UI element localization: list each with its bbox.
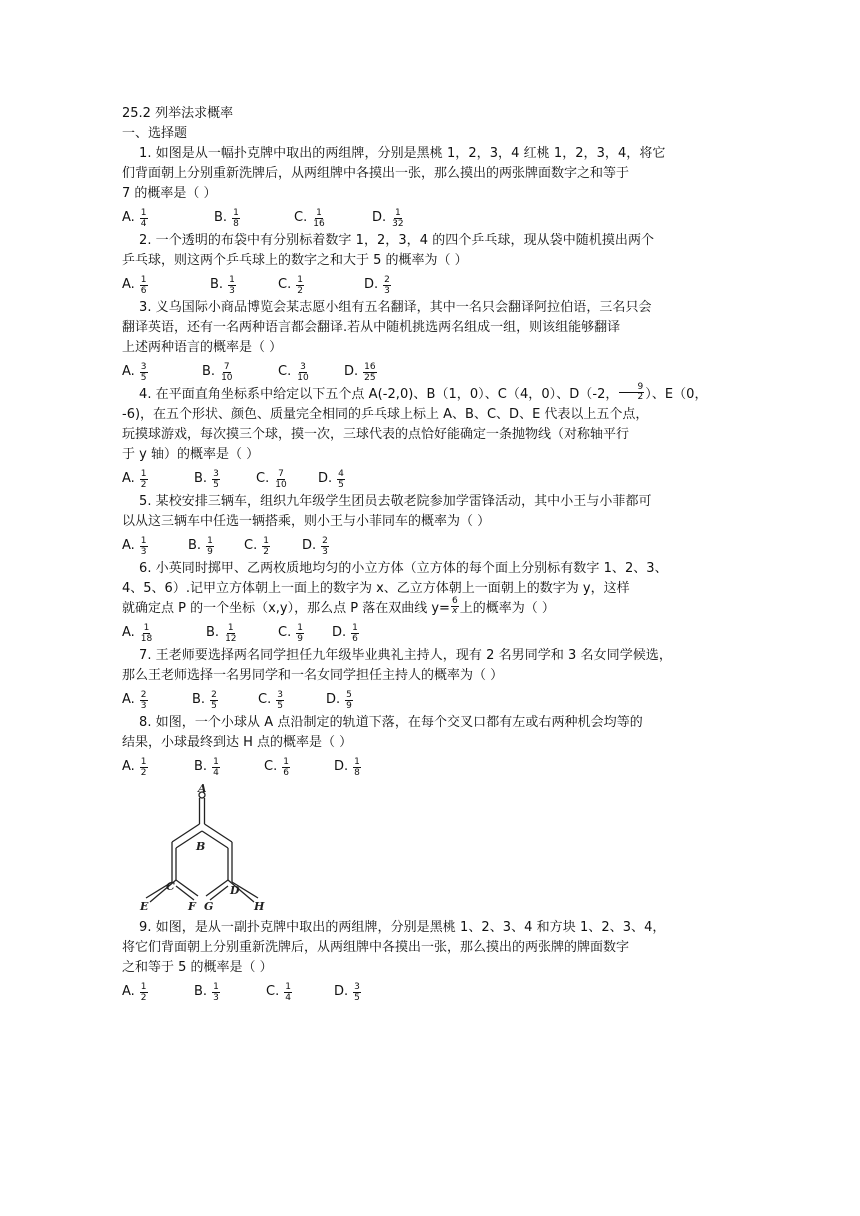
fraction-denominator: 4 xyxy=(285,992,291,1003)
fraction-numerator: 1 xyxy=(354,756,360,767)
option-label: D. xyxy=(364,277,379,292)
fraction-numerator: 3 xyxy=(277,689,283,700)
fraction-numerator: 7 xyxy=(278,468,284,479)
question-text xyxy=(122,382,732,405)
fraction-numerator: 2 xyxy=(322,535,328,546)
option-fraction xyxy=(140,982,148,1003)
option-a xyxy=(122,620,154,646)
option-label: B. xyxy=(192,692,206,707)
fraction-numerator: 2 xyxy=(140,689,147,700)
option-label: B. xyxy=(214,210,228,225)
option-label: C. xyxy=(294,210,308,225)
question-text: 于 y 轴）的概率是（ ） xyxy=(122,447,260,462)
option-fraction xyxy=(140,536,148,557)
fraction-numerator: 3 xyxy=(300,361,306,372)
option-c xyxy=(266,979,293,1005)
fraction-numerator: 1 xyxy=(143,622,150,633)
ball-track-figure xyxy=(132,784,272,916)
option-label: B. xyxy=(194,984,208,999)
question-text: 5. 某校安排三辆车，组织九年级学生团员去敬老院参加学雷锋活动，其中小王与小菲都可 xyxy=(139,494,652,509)
fraction xyxy=(451,597,459,616)
option-label: C. xyxy=(278,277,292,292)
figure-label-b: B xyxy=(196,840,206,853)
fraction-denominator: 9 xyxy=(207,546,213,557)
question-text: 1. 如图是从一幅扑克牌中取出的两组牌，分别是黑桃 1，2，3，4 红桃 1，2，3，4，将它 xyxy=(139,146,666,161)
option-b xyxy=(192,687,219,713)
option-fraction xyxy=(206,536,214,557)
option-fraction xyxy=(228,275,236,296)
fraction-denominator: 5 xyxy=(338,479,344,490)
fraction xyxy=(619,383,644,402)
option-b xyxy=(188,533,215,559)
fraction-denominator: x xyxy=(452,606,458,616)
option-b xyxy=(202,359,235,385)
figure-label-d: D xyxy=(230,884,240,897)
option-a xyxy=(122,979,149,1005)
option-d xyxy=(326,687,354,713)
fraction-numerator: 1 xyxy=(229,274,235,285)
fraction-denominator: 2 xyxy=(140,992,147,1003)
fraction-numerator: 2 xyxy=(384,274,390,285)
fraction-numerator: 4 xyxy=(338,468,344,479)
option-fraction xyxy=(284,982,292,1003)
option-a xyxy=(122,466,149,492)
option-c xyxy=(278,620,305,646)
fraction-denominator: 3 xyxy=(322,546,328,557)
option-label: C. xyxy=(278,625,292,640)
option-fraction xyxy=(212,982,220,1003)
fraction-denominator: 3 xyxy=(229,285,235,296)
option-a xyxy=(122,205,149,231)
fraction-denominator: 5 xyxy=(277,700,283,711)
question-text-part: 上的概率为（ ） xyxy=(459,601,555,616)
option-fraction xyxy=(321,536,329,557)
option-fraction xyxy=(383,275,391,296)
fraction-denominator: 3 xyxy=(384,285,390,296)
option-label: A. xyxy=(122,364,135,379)
option-label: D. xyxy=(334,759,349,774)
question-text: 7 的概率是（ ） xyxy=(122,186,217,201)
question-1 xyxy=(122,144,732,231)
question-text-part: 4. 在平面直角坐标系中给定以下五个点 A(-2,0)、B（1，0）、C（4，0）、D（-2， xyxy=(139,387,619,402)
option-fraction xyxy=(296,623,304,644)
option-c xyxy=(294,205,327,231)
option-d xyxy=(318,466,346,492)
fraction-denominator: 5 xyxy=(211,700,217,711)
option-fraction xyxy=(140,275,148,296)
fraction-numerator: 5 xyxy=(346,689,352,700)
option-fraction xyxy=(391,208,404,229)
option-d xyxy=(302,533,330,559)
option-fraction xyxy=(351,623,359,644)
option-a xyxy=(122,359,149,385)
question-text: 结果，小球最终到达 H 点的概率是（ ） xyxy=(122,735,353,750)
fraction-denominator: 25 xyxy=(364,372,376,383)
options-row xyxy=(122,205,732,231)
option-fraction xyxy=(210,690,218,711)
fraction-denominator: 4 xyxy=(140,218,147,229)
option-label: B. xyxy=(210,277,224,292)
question-text-part: ）、E（0， xyxy=(645,387,708,402)
question-text: 玩摸球游戏，每次摸三个球，摸一次，三球代表的点恰好能确定一条抛物线（对称轴平行 xyxy=(122,427,630,442)
figure-label-e: E xyxy=(140,900,149,913)
fraction-numerator: 2 xyxy=(211,689,217,700)
question-text: 那么王老师选择一名男同学和一名女同学担任主持人的概率为（ ） xyxy=(122,668,504,683)
option-label: C. xyxy=(244,538,258,553)
fraction-denominator: 2 xyxy=(637,392,644,402)
option-fraction xyxy=(276,690,284,711)
fraction-denominator: 2 xyxy=(140,767,147,778)
fraction-numerator: 1 xyxy=(140,981,147,992)
option-b xyxy=(210,272,237,298)
option-label: D. xyxy=(326,692,341,707)
option-b xyxy=(214,205,241,231)
question-7 xyxy=(122,646,732,713)
fraction-denominator: 5 xyxy=(354,992,360,1003)
fraction-denominator: 6 xyxy=(283,767,289,778)
fraction-denominator: 9 xyxy=(346,700,352,711)
question-text: 9. 如图，是从一副扑克牌中取出的两组牌，分别是黑桃 1、2、3、4 和方块 1、2、3、4， xyxy=(139,920,666,935)
option-label: B. xyxy=(202,364,216,379)
option-c xyxy=(244,533,271,559)
option-fraction xyxy=(140,208,148,229)
fraction-numerator: 1 xyxy=(263,535,269,546)
option-fraction xyxy=(224,623,237,644)
fraction-numerator: 1 xyxy=(140,756,147,767)
fraction-denominator: 12 xyxy=(225,633,237,644)
option-label: B. xyxy=(194,471,208,486)
option-b xyxy=(206,620,239,646)
fraction-denominator: 5 xyxy=(213,479,219,490)
option-a xyxy=(122,533,149,559)
fraction-numerator: 1 xyxy=(297,622,303,633)
fraction-numerator: 1 xyxy=(213,981,219,992)
option-c xyxy=(278,359,311,385)
option-label: D. xyxy=(332,625,347,640)
fraction-denominator: 6 xyxy=(352,633,358,644)
option-fraction xyxy=(282,757,290,778)
option-label: A. xyxy=(122,984,135,999)
option-fraction xyxy=(312,208,325,229)
fraction-numerator: 1 xyxy=(140,274,147,285)
fraction-numerator: 1 xyxy=(395,207,401,218)
option-label: A. xyxy=(122,759,135,774)
question-5 xyxy=(122,492,732,559)
fraction-numerator: 1 xyxy=(140,535,147,546)
option-fraction xyxy=(274,469,287,490)
question-8 xyxy=(122,713,732,916)
section-heading: 一、选择题 xyxy=(122,126,188,141)
option-label: B. xyxy=(194,759,208,774)
option-fraction xyxy=(220,362,233,383)
fraction-denominator: 10 xyxy=(275,479,287,490)
question-text: 们背面朝上分别重新洗牌后，从两组牌中各摸出一张，那么摸出的两张牌面数字之和等于 xyxy=(122,166,630,181)
option-fraction xyxy=(353,982,361,1003)
option-label: B. xyxy=(206,625,220,640)
question-text xyxy=(122,596,732,619)
fraction-numerator: 3 xyxy=(140,361,147,372)
question-text: 之和等于 5 的概率是（ ） xyxy=(122,960,273,975)
fraction-denominator: 32 xyxy=(392,218,404,229)
option-fraction xyxy=(140,757,148,778)
option-label: A. xyxy=(122,277,135,292)
fraction-numerator: 7 xyxy=(223,361,230,372)
fraction-denominator: 3 xyxy=(213,992,219,1003)
doc-title: 25.2 列举法求概率 xyxy=(122,106,234,121)
option-c xyxy=(256,466,289,492)
option-a xyxy=(122,272,149,298)
fraction-numerator: 9 xyxy=(619,383,644,393)
fraction-numerator: 1 xyxy=(352,622,358,633)
option-label: A. xyxy=(122,538,135,553)
option-label: D. xyxy=(344,364,359,379)
question-text-part: 就确定点 P 的一个坐标（x,y），那么点 P 落在双曲线 y= xyxy=(122,601,450,616)
fraction-denominator: 16 xyxy=(313,218,325,229)
option-label: A. xyxy=(122,625,135,640)
option-fraction xyxy=(353,757,361,778)
option-a xyxy=(122,687,149,713)
option-label: B. xyxy=(188,538,202,553)
question-text: 翻译英语，还有一名两种语言都会翻译.若从中随机挑选两名组成一组，则该组能够翻译 xyxy=(122,320,621,335)
fraction-denominator: 2 xyxy=(297,285,303,296)
option-label: D. xyxy=(372,210,387,225)
fraction-denominator: 10 xyxy=(221,372,233,383)
figure-label-g: G xyxy=(204,900,214,913)
fraction-numerator: 16 xyxy=(364,361,376,372)
option-fraction xyxy=(140,362,148,383)
option-b xyxy=(194,979,221,1005)
option-b xyxy=(194,754,221,780)
figure-label-c: C xyxy=(166,880,175,893)
option-label: A. xyxy=(122,471,135,486)
fraction-denominator: 4 xyxy=(213,767,219,778)
fraction-denominator: 8 xyxy=(354,767,360,778)
option-fraction xyxy=(363,362,376,383)
question-text: -6)，在五个形状、颜色、质量完全相同的乒乓球上标上 A、B、C、D、E 代表以上五个点， xyxy=(122,407,649,422)
option-d xyxy=(344,359,378,385)
option-fraction xyxy=(140,623,153,644)
question-text: 上述两种语言的概率是（ ） xyxy=(122,340,283,355)
option-d xyxy=(372,205,406,231)
figure-label-f: F xyxy=(188,900,196,913)
options-row xyxy=(122,687,732,713)
option-label: C. xyxy=(278,364,292,379)
fraction-numerator: 1 xyxy=(140,468,147,479)
document xyxy=(122,100,732,1005)
options-row xyxy=(122,466,732,492)
option-fraction xyxy=(262,536,270,557)
fraction-denominator: 2 xyxy=(263,546,269,557)
question-text: 乒乓球，则这两个乒乓球上的数字之和大于 5 的概率为（ ） xyxy=(122,253,468,268)
question-text: 以从这三辆车中任选一辆搭乘，则小王与小菲同车的概率为（ ） xyxy=(122,514,491,529)
option-c xyxy=(258,687,285,713)
fraction-numerator: 1 xyxy=(283,756,289,767)
fraction-denominator: 5 xyxy=(140,372,147,383)
option-label: D. xyxy=(334,984,349,999)
options-row xyxy=(122,979,732,1005)
options-row xyxy=(122,272,732,298)
fraction-numerator: 1 xyxy=(285,981,291,992)
question-text: 4、5、6）.记甲立方体朝上一面上的数字为 x、乙立方体朝上一面朝上的数字为 y，这样 xyxy=(122,581,630,596)
options-row xyxy=(122,533,732,559)
option-label: C. xyxy=(256,471,270,486)
option-label: C. xyxy=(264,759,278,774)
fraction-numerator: 1 xyxy=(140,207,147,218)
fraction-numerator: 3 xyxy=(213,468,219,479)
figure-label-h: H xyxy=(254,900,265,913)
question-6 xyxy=(122,559,732,646)
figure-label-a: A xyxy=(198,784,207,795)
fraction-numerator: 6 xyxy=(451,596,458,606)
option-fraction xyxy=(140,469,148,490)
question-text: 2. 一个透明的布袋中有分别标着数字 1，2，3，4 的四个乒乓球，现从袋中随机摸出两个 xyxy=(139,233,655,248)
option-label: C. xyxy=(258,692,272,707)
question-4 xyxy=(122,382,732,492)
option-b xyxy=(194,466,221,492)
fraction-numerator: 3 xyxy=(354,981,360,992)
options-row xyxy=(122,620,732,646)
fraction-denominator: 18 xyxy=(140,633,153,644)
option-fraction xyxy=(212,757,220,778)
option-d xyxy=(364,272,392,298)
fraction-denominator: 6 xyxy=(140,285,147,296)
option-label: D. xyxy=(302,538,317,553)
fraction-denominator: 2 xyxy=(140,479,147,490)
option-fraction xyxy=(296,362,309,383)
option-d xyxy=(334,754,362,780)
question-text: 7. 王老师要选择两名同学担任九年级毕业典礼主持人，现有 2 名男同学和 3 名女同学候选， xyxy=(139,648,672,663)
question-text: 将它们背面朝上分别重新洗牌后，从两组牌中各摸出一张，那么摸出的两张牌的牌面数字 xyxy=(122,940,630,955)
question-text: 6. 小英同时掷甲、乙两枚质地均匀的小立方体（立方体的每个面上分别标有数字 1、2、3、 xyxy=(139,561,668,576)
option-fraction xyxy=(140,690,148,711)
question-3 xyxy=(122,298,732,385)
option-fraction xyxy=(296,275,304,296)
fraction-numerator: 1 xyxy=(316,207,322,218)
fraction-denominator: 3 xyxy=(140,546,147,557)
fraction-denominator: 8 xyxy=(233,218,239,229)
option-fraction xyxy=(345,690,353,711)
fraction-numerator: 1 xyxy=(233,207,239,218)
fraction-numerator: 1 xyxy=(297,274,303,285)
question-text: 3. 义乌国际小商品博览会某志愿小组有五名翻译，其中一名只会翻译阿拉伯语，三名只会 xyxy=(139,300,652,315)
option-label: D. xyxy=(318,471,333,486)
option-label: C. xyxy=(266,984,280,999)
option-c xyxy=(278,272,305,298)
fraction-denominator: 3 xyxy=(140,700,147,711)
fraction-numerator: 1 xyxy=(227,622,234,633)
question-text: 8. 如图，一个小球从 A 点沿制定的轨道下落，在每个交叉口都有左或右两种机会均等的 xyxy=(139,715,643,730)
option-fraction xyxy=(337,469,345,490)
question-2 xyxy=(122,231,732,298)
option-c xyxy=(264,754,291,780)
option-d xyxy=(334,979,362,1005)
fraction-denominator: 10 xyxy=(297,372,309,383)
option-label: A. xyxy=(122,692,135,707)
options-row xyxy=(122,754,732,780)
option-fraction xyxy=(212,469,220,490)
option-d xyxy=(332,620,360,646)
option-a xyxy=(122,754,149,780)
fraction-numerator: 1 xyxy=(213,756,219,767)
question-9 xyxy=(122,918,732,1005)
fraction-numerator: 1 xyxy=(207,535,213,546)
fraction-denominator: 9 xyxy=(297,633,303,644)
option-fraction xyxy=(232,208,240,229)
option-label: A. xyxy=(122,210,135,225)
